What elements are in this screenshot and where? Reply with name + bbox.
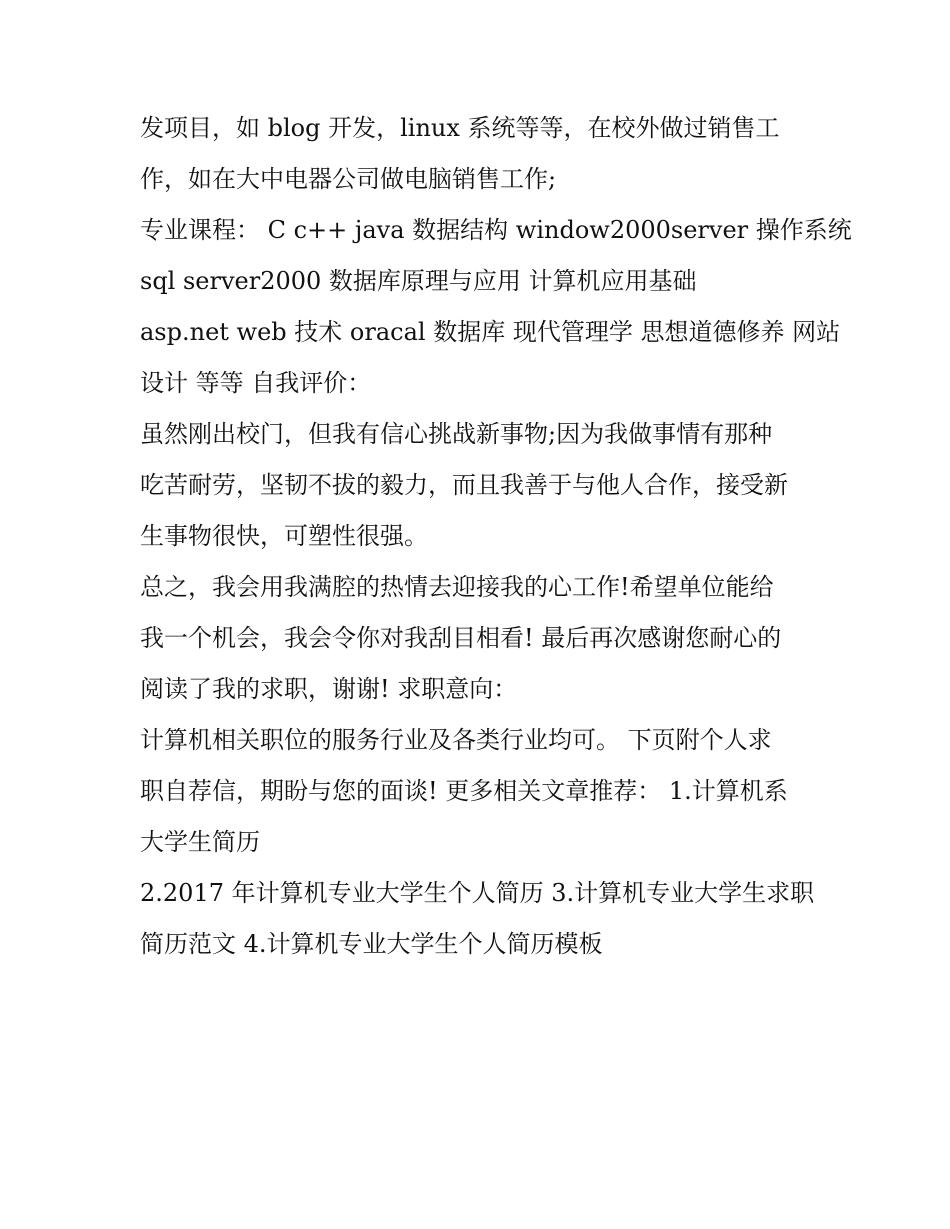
- text-line: 吃苦耐劳，坚韧不拔的毅力，而且我善于与他人合作，接受新: [140, 471, 788, 499]
- text-line: 简历范文 4.计算机专业大学生个人简历模板: [140, 930, 603, 958]
- text-line: 专业课程： C c++ java 数据结构 window2000server 操作系统: [140, 216, 852, 244]
- text-line: asp.net web 技术 oracal 数据库 现代管理学 思想道德修养 网站: [140, 318, 841, 346]
- text-line: 生事物很快，可塑性很强。: [140, 522, 428, 550]
- text-line: 阅读了我的求职，谢谢! 求职意向：: [140, 675, 518, 703]
- document-body: [140, 103, 852, 970]
- text-line: 2.2017 年计算机专业大学生个人简历 3.计算机专业大学生求职: [140, 879, 815, 907]
- text-line: 职自荐信，期盼与您的面谈! 更多相关文章推荐： 1.计算机系: [140, 777, 788, 805]
- text-line: 计算机相关职位的服务行业及各类行业均可。 下页附个人求: [140, 726, 772, 754]
- text-line: 我一个机会，我会令你对我刮目相看! 最后再次感谢您耐心的: [140, 624, 782, 652]
- text-line: 大学生简历: [140, 828, 260, 856]
- text-line: 作，如在大中电器公司做电脑销售工作;: [140, 165, 557, 193]
- text-line: sql server2000 数据库原理与应用 计算机应用基础: [140, 267, 697, 295]
- text-line: 总之，我会用我满腔的热情去迎接我的心工作!希望单位能给: [140, 573, 774, 601]
- text-line: 虽然刚出校门，但我有信心挑战新事物;因为我做事情有那种: [140, 420, 773, 448]
- text-line: 发项目，如 blog 开发，linux 系统等等，在校外做过销售工: [140, 114, 780, 142]
- text-line: 设计 等等 自我评价：: [140, 369, 372, 397]
